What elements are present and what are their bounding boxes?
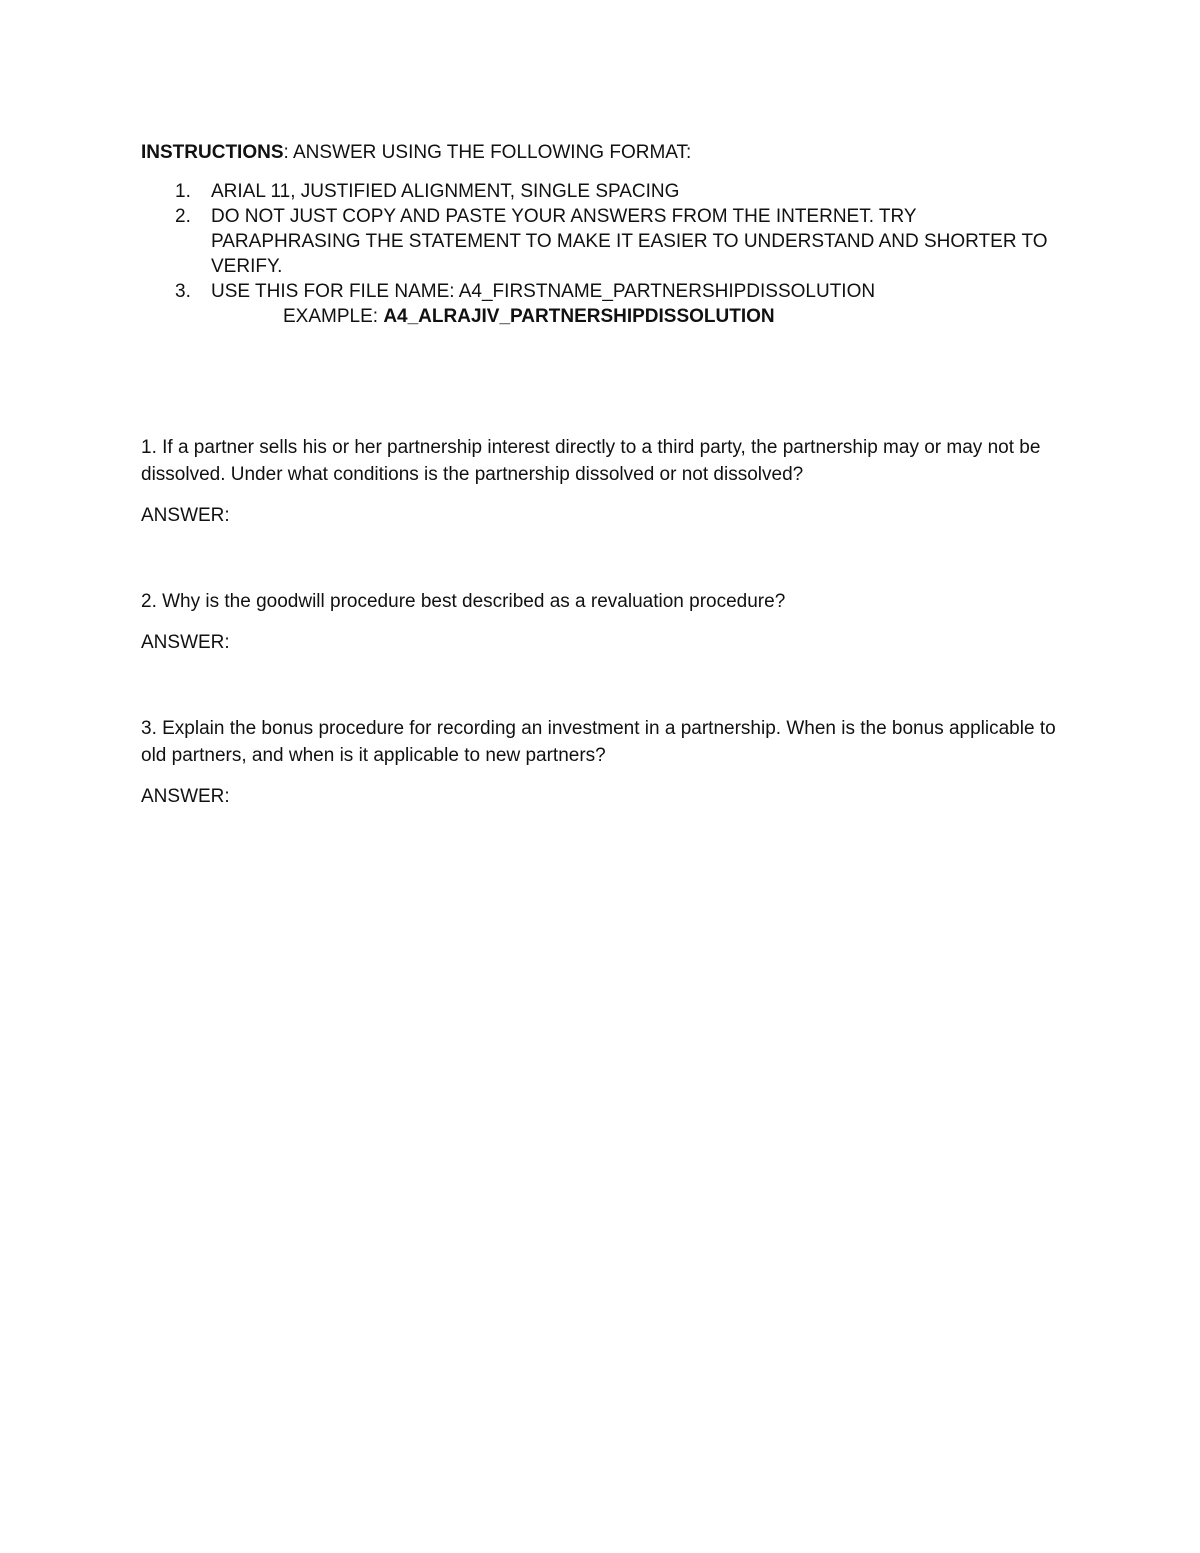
example-label: EXAMPLE: xyxy=(283,306,384,327)
instructions-heading xyxy=(141,140,1061,165)
question-2 xyxy=(141,588,1061,656)
instruction-text: ARIAL 11, JUSTIFIED ALIGNMENT, SINGLE SPACING xyxy=(211,181,680,202)
question-1 xyxy=(141,434,1061,529)
instruction-item xyxy=(141,179,1061,204)
answer-label: ANSWER: xyxy=(141,786,230,807)
answer-label: ANSWER: xyxy=(141,505,230,526)
answer-label: ANSWER: xyxy=(141,632,230,653)
question-text: 3. Explain the bonus procedure for recording an investment in a partnership. When is the bonus applicable to old partners, and when is it applicable to new partners? xyxy=(141,718,1056,766)
instruction-text: DO NOT JUST COPY AND PASTE YOUR ANSWERS FROM THE INTERNET. TRY PARAPHRASING THE STATEMENT TO MAKE IT EASIER TO UNDERSTAND AND SHORTER TO VERIFY. xyxy=(211,206,1048,277)
instructions-heading-rest: : ANSWER USING THE FOLLOWING FORMAT: xyxy=(283,142,692,163)
instruction-number: 1. xyxy=(175,181,191,202)
instructions-list xyxy=(141,179,1061,304)
instruction-number: 2. xyxy=(175,206,191,227)
instruction-text: USE THIS FOR FILE NAME: A4_FIRSTNAME_PARTNERSHIPDISSOLUTION xyxy=(211,281,876,302)
instruction-number: 3. xyxy=(175,281,191,302)
instruction-item xyxy=(141,279,1061,304)
question-text: 1. If a partner sells his or her partnership interest directly to a third party, the partnership may or may not be dissolved. Under what conditions is the partnership dissolved or not dissolved? xyxy=(141,437,1041,485)
instruction-item xyxy=(141,204,1061,279)
example-line xyxy=(141,304,1061,329)
question-3 xyxy=(141,715,1061,810)
instructions-section xyxy=(141,140,1061,329)
example-filename: A4_ALRAJIV_PARTNERSHIPDISSOLUTION xyxy=(383,306,775,327)
question-text: 2. Why is the goodwill procedure best described as a revaluation procedure? xyxy=(141,591,786,612)
instructions-heading-bold: INSTRUCTIONS xyxy=(141,142,284,163)
